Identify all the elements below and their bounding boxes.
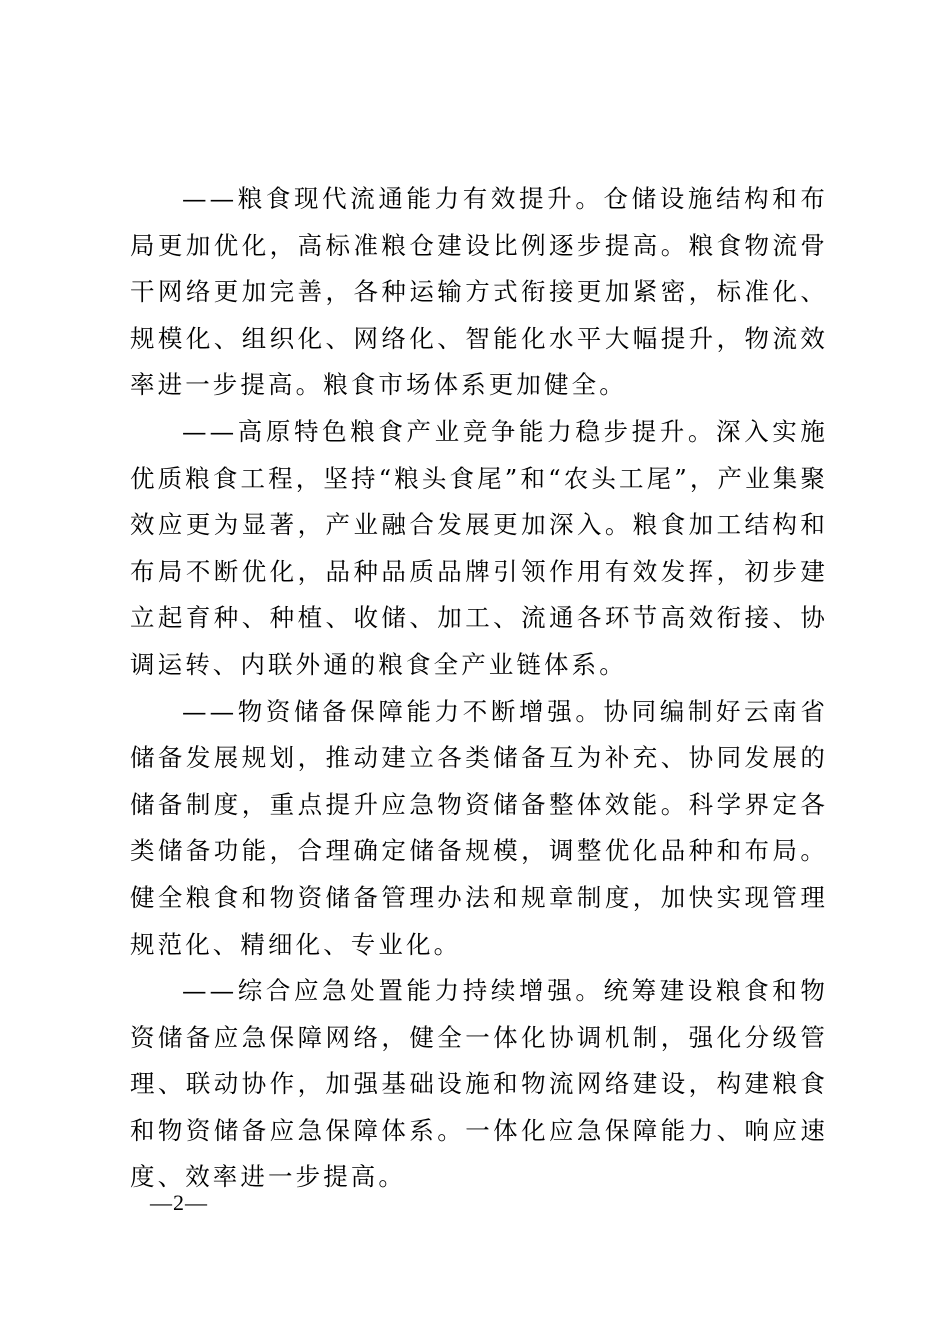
document-body	[130, 176, 828, 1201]
paragraph-material-reserves: ——物资储备保障能力不断增强。协同编制好云南省储备发展规划，推动建立各类储备互为补充、协同发展的储备制度，重点提升应急物资储备整体效能。科学界定各类储备功能，合理确定储备规模，调整优化品种和布局。健全粮食和物资储备管理办法和规章制度，加快实现管理规范化、精细化、专业化。	[130, 696, 828, 959]
paragraph-emergency-response: ——综合应急处置能力持续增强。统筹建设粮食和物资储备应急保障网络，健全一体化协调机制，强化分级管理、联动协作，加强基础设施和物流网络建设，构建粮食和物资储备应急保障体系。一体化应急保障能力、响应速度、效率进一步提高。	[130, 976, 828, 1192]
paragraph-grain-circulation: ——粮食现代流通能力有效提升。仓储设施结构和布局更加优化，高标准粮仓建设比例逐步提高。粮食物流骨干网络更加完善，各种运输方式衔接更加紧密，标准化、规模化、组织化、网络化、智能化水平大幅提升，物流效率进一步提高。粮食市场体系更加健全。	[130, 184, 828, 400]
page-number: —2—	[150, 1190, 208, 1215]
paragraph-grain-industry: ——高原特色粮食产业竞争能力稳步提升。深入实施优质粮食工程，坚持“粮头食尾”和“农头工尾”，产业集聚效应更为显著，产业融合发展更加深入。粮食加工结构和布局不断优化，品种品质品牌引领作用有效发挥，初步建立起育种、种植、收储、加工、流通各环节高效衔接、协调运转、内联外通的粮食全产业链体系。	[130, 416, 828, 679]
